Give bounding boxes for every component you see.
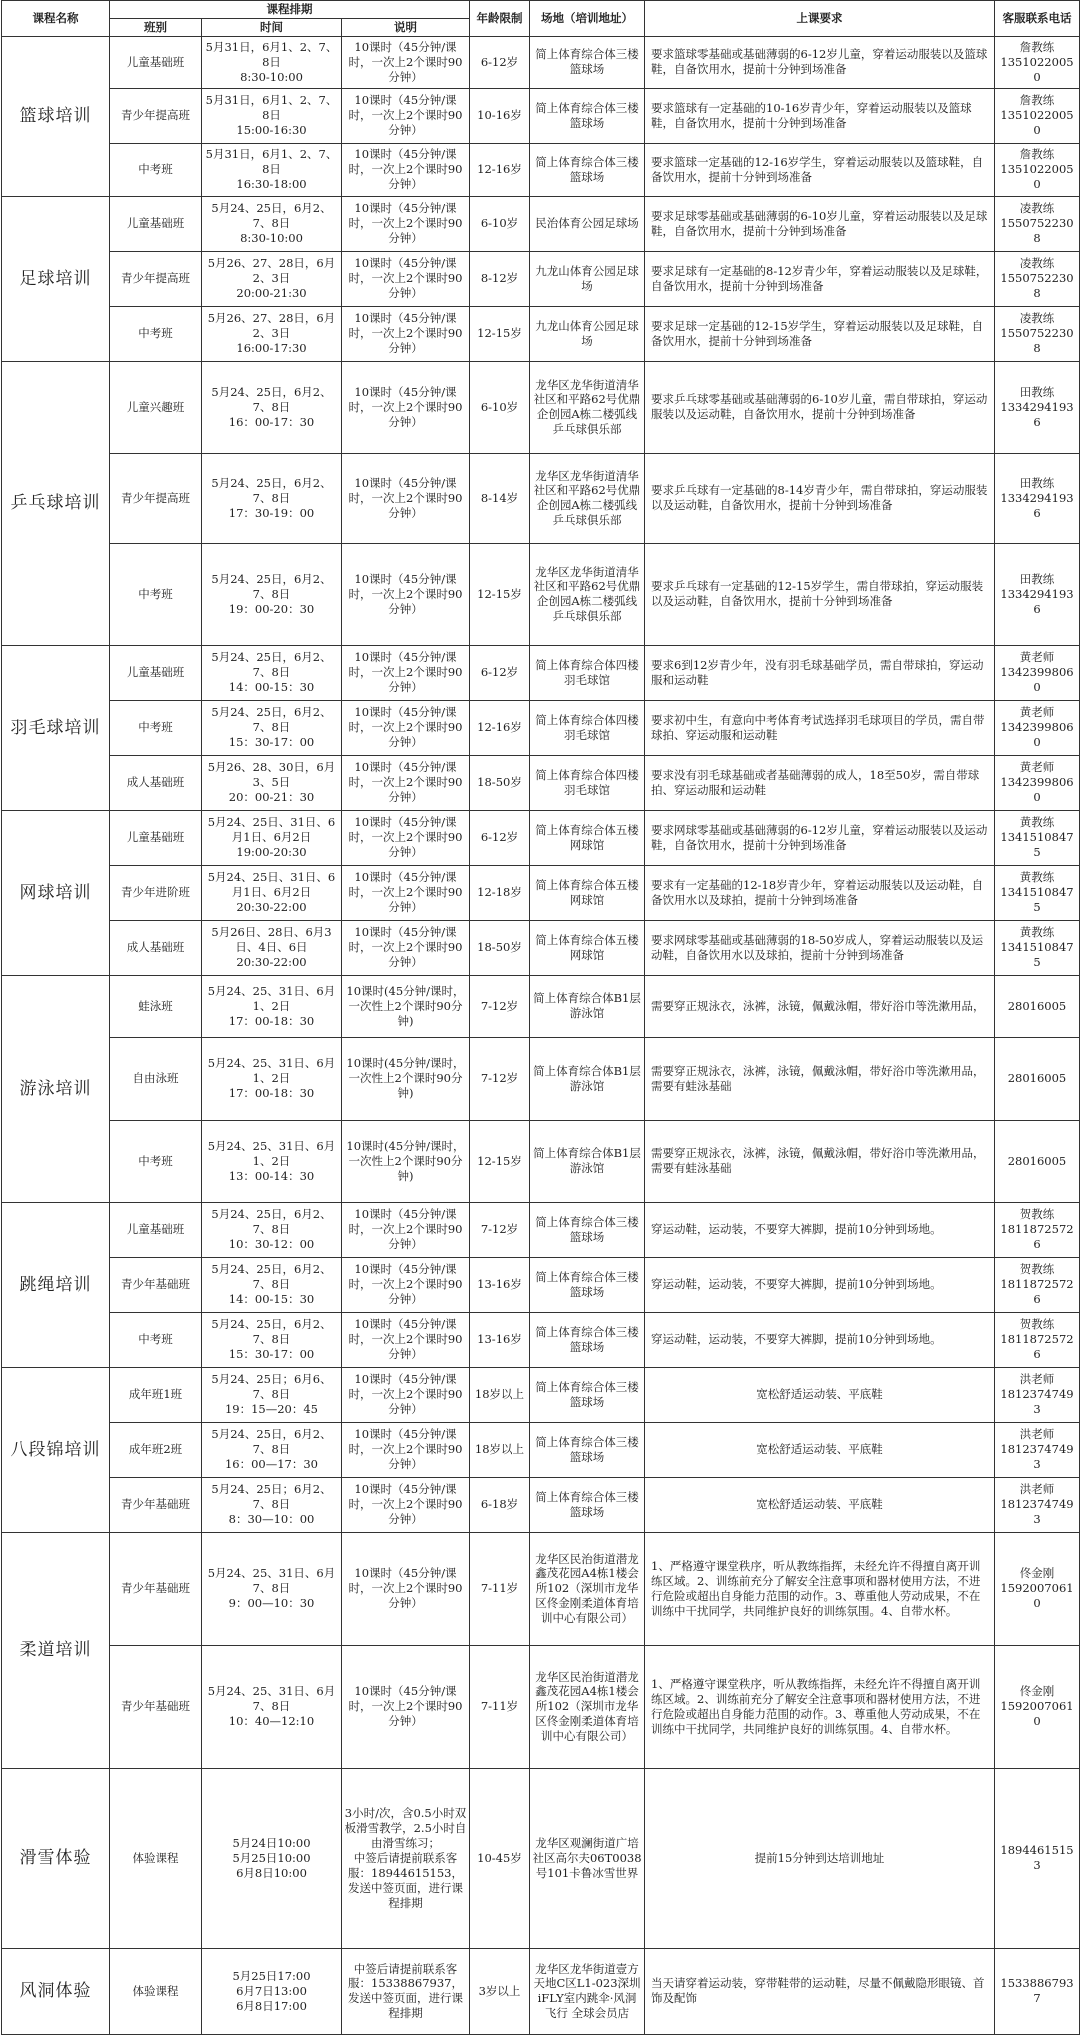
contact-phone-cell: 洪老师 18123747493 xyxy=(995,1367,1080,1422)
class-type-cell: 青少年基础班 xyxy=(110,1532,202,1645)
class-type-cell: 成人基础班 xyxy=(110,920,202,975)
requirements-cell: 要求网球零基础或基础薄弱的6-12岁儿童，穿着运动服装以及运动鞋，自备饮用水，提前十分钟到场准备 xyxy=(645,810,995,865)
time-cell: 5月24、25日，6月2、7、8日 8:30-10:00 xyxy=(202,196,342,251)
requirements-cell: 宽松舒适运动装、平底鞋 xyxy=(645,1477,995,1532)
age-limit-cell: 6-12岁 xyxy=(470,645,530,700)
contact-phone-cell: 詹教练 13510220050 xyxy=(995,88,1080,143)
time-cell: 5月24、25、31日、6月1、2日 13：00-14：30 xyxy=(202,1120,342,1202)
header-age: 年龄限制 xyxy=(470,1,530,37)
header-schedule: 课程排期 xyxy=(110,1,470,19)
venue-cell: 龙华区龙华街道壹方天地C区L1-023深圳 iFLY室内跳伞·风洞飞行 全球会员店 xyxy=(530,1948,645,2034)
note-cell: 10课时(45分钟/课时，一次性上2个课时90分钟) xyxy=(342,1120,470,1202)
table-row xyxy=(2,1948,1080,2034)
class-type-cell: 儿童基础班 xyxy=(110,810,202,865)
course-category-name: 足球培训 xyxy=(2,196,110,361)
table-row xyxy=(2,920,1080,975)
table-row xyxy=(2,543,1080,645)
time-cell: 5月25日17:00 6月7日13:00 6月8日17:00 xyxy=(202,1948,342,2034)
venue-cell: 龙华区民治街道潜龙鑫茂花园A4栋1楼会所102（深圳市龙华区佟金刚柔道体育培训中心有限公司） xyxy=(530,1532,645,1645)
table-row xyxy=(2,700,1080,755)
class-type-cell: 青少年提高班 xyxy=(110,251,202,306)
table-row xyxy=(2,755,1080,810)
requirements-cell: 需要穿正规泳衣，泳裤，泳镜，佩戴泳帽，带好浴巾等洗漱用品，需要有蛙泳基础 xyxy=(645,1037,995,1120)
note-cell: 10课时（45分钟/课时，一次上2个课时90分钟） xyxy=(342,645,470,700)
course-category-name: 篮球培训 xyxy=(2,36,110,196)
age-limit-cell: 7-12岁 xyxy=(470,1037,530,1120)
age-limit-cell: 18岁以上 xyxy=(470,1422,530,1477)
class-type-cell: 青少年基础班 xyxy=(110,1645,202,1768)
venue-cell: 简上体育综合体四楼羽毛球馆 xyxy=(530,755,645,810)
class-type-cell: 中考班 xyxy=(110,143,202,196)
contact-phone-cell: 田教练 13342941936 xyxy=(995,453,1080,543)
contact-phone-cell: 佟金刚 15920070610 xyxy=(995,1645,1080,1768)
venue-cell: 简上体育综合体五楼网球馆 xyxy=(530,810,645,865)
age-limit-cell: 13-16岁 xyxy=(470,1257,530,1312)
age-limit-cell: 6-18岁 xyxy=(470,1477,530,1532)
requirements-cell: 要求乒乓球零基础或基础薄弱的6-10岁儿童，需自带球拍，穿运动服装以及运动鞋，自备饮用水，提前十分钟到场准备 xyxy=(645,361,995,453)
time-cell: 5月24、25日；6月2、7、8日 8：30—10：00 xyxy=(202,1477,342,1532)
age-limit-cell: 6-10岁 xyxy=(470,361,530,453)
contact-phone-cell: 凌教练 15507522308 xyxy=(995,306,1080,361)
time-cell: 5月24、25日，6月2、7、8日 17：30-19：00 xyxy=(202,453,342,543)
note-cell: 中签后请提前联系客服：15338867937，发送中签页面，进行课程排期 xyxy=(342,1948,470,2034)
contact-phone-cell: 黄教练 13415108475 xyxy=(995,865,1080,920)
requirements-cell: 要求篮球有一定基础的10-16岁青少年，穿着运动服装以及篮球鞋，自备饮用水，提前十分钟到场准备 xyxy=(645,88,995,143)
header-venue: 场地（培训地址） xyxy=(530,1,645,37)
note-cell: 10课时（45分钟/课时，一次上2个课时90分钟） xyxy=(342,1367,470,1422)
time-cell: 5月24、25、31日、6月1、2日 17：00-18：30 xyxy=(202,975,342,1037)
contact-phone-cell: 贺教练 18118725726 xyxy=(995,1257,1080,1312)
note-cell: 10课时（45分钟/课时，一次上2个课时90分钟） xyxy=(342,1257,470,1312)
contact-phone-cell: 詹教练 13510220050 xyxy=(995,36,1080,88)
course-rows xyxy=(2,36,1080,2034)
time-cell: 5月24、25日，6月2、7、8日 15：30-17：00 xyxy=(202,700,342,755)
class-type-cell: 青少年基础班 xyxy=(110,1257,202,1312)
class-type-cell: 青少年基础班 xyxy=(110,1477,202,1532)
venue-cell: 简上体育综合体三楼篮球场 xyxy=(530,1422,645,1477)
age-limit-cell: 7-11岁 xyxy=(470,1532,530,1645)
class-type-cell: 儿童基础班 xyxy=(110,196,202,251)
age-limit-cell: 12-16岁 xyxy=(470,143,530,196)
venue-cell: 简上体育综合体三楼篮球场 xyxy=(530,1202,645,1257)
requirements-cell: 需要穿正规泳衣，泳裤，泳镜，佩戴泳帽，带好浴巾等洗漱用品，需要有蛙泳基础 xyxy=(645,1120,995,1202)
age-limit-cell: 12-15岁 xyxy=(470,1120,530,1202)
note-cell: 10课时（45分钟/课时，一次上2个课时90分钟） xyxy=(342,700,470,755)
requirements-cell: 当天请穿着运动装，穿带鞋带的运动鞋，尽量不佩戴隐形眼镜、首饰及配饰 xyxy=(645,1948,995,2034)
venue-cell: 龙华区龙华街道清华社区和平路62号优鼎企创园A栋二楼弧线乒乓球俱乐部 xyxy=(530,543,645,645)
note-cell: 10课时（45分钟/课时，一次上2个课时90分钟） xyxy=(342,1422,470,1477)
venue-cell: 龙华区观澜街道广培社区高尔夫06T0038号101卡鲁冰雪世界 xyxy=(530,1768,645,1948)
class-type-cell: 儿童基础班 xyxy=(110,645,202,700)
table-row xyxy=(2,1422,1080,1477)
contact-phone-cell: 贺教练 18118725726 xyxy=(995,1312,1080,1367)
contact-phone-cell: 凌教练 15507522308 xyxy=(995,251,1080,306)
age-limit-cell: 18-50岁 xyxy=(470,920,530,975)
table-row xyxy=(2,1367,1080,1422)
requirements-cell: 提前15分钟到达培训地址 xyxy=(645,1768,995,1948)
venue-cell: 龙华区龙华街道清华社区和平路62号优鼎企创园A栋二楼弧线乒乓球俱乐部 xyxy=(530,361,645,453)
time-cell: 5月24、25日、31日、6月1日、6月2日 20:30-22:00 xyxy=(202,865,342,920)
contact-phone-cell: 28016005 xyxy=(995,975,1080,1037)
age-limit-cell: 18-50岁 xyxy=(470,755,530,810)
class-type-cell: 中考班 xyxy=(110,1120,202,1202)
time-cell: 5月24、25日、31日、6月1日、6月2日 19:00-20:30 xyxy=(202,810,342,865)
table-row xyxy=(2,361,1080,453)
course-schedule-table xyxy=(1,0,1080,2035)
header-requirements: 上课要求 xyxy=(645,1,995,37)
contact-phone-cell: 黄教练 13415108475 xyxy=(995,810,1080,865)
class-type-cell: 中考班 xyxy=(110,1312,202,1367)
table-row xyxy=(2,1312,1080,1367)
time-cell: 5月24、25日，6月2、7、8日 14：00-15：30 xyxy=(202,645,342,700)
contact-phone-cell: 黄老师 13423998060 xyxy=(995,755,1080,810)
table-row xyxy=(2,1037,1080,1120)
course-category-name: 跳绳培训 xyxy=(2,1202,110,1367)
header-time: 时间 xyxy=(202,18,342,36)
age-limit-cell: 12-16岁 xyxy=(470,700,530,755)
table-row xyxy=(2,453,1080,543)
contact-phone-cell: 18944615153 xyxy=(995,1768,1080,1948)
venue-cell: 简上体育综合体三楼篮球场 xyxy=(530,1477,645,1532)
contact-phone-cell: 洪老师 18123747493 xyxy=(995,1477,1080,1532)
course-category-name: 八段锦培训 xyxy=(2,1367,110,1532)
class-type-cell: 体验课程 xyxy=(110,1768,202,1948)
venue-cell: 简上体育综合体五楼网球馆 xyxy=(530,920,645,975)
age-limit-cell: 6-10岁 xyxy=(470,196,530,251)
time-cell: 5月31日，6月1、2、7、8日 16:30-18:00 xyxy=(202,143,342,196)
venue-cell: 简上体育综合体三楼篮球场 xyxy=(530,36,645,88)
note-cell: 10课时（45分钟/课时，一次上2个课时90分钟） xyxy=(342,865,470,920)
table-row xyxy=(2,1257,1080,1312)
note-cell: 10课时（45分钟/课时，一次上2个课时90分钟） xyxy=(342,1645,470,1768)
table-row xyxy=(2,196,1080,251)
course-category-name: 游泳培训 xyxy=(2,975,110,1202)
venue-cell: 简上体育综合体B1层 游泳馆 xyxy=(530,1120,645,1202)
requirements-cell: 宽松舒适运动装、平底鞋 xyxy=(645,1422,995,1477)
class-type-cell: 儿童基础班 xyxy=(110,36,202,88)
class-type-cell: 体验课程 xyxy=(110,1948,202,2034)
venue-cell: 简上体育综合体三楼篮球场 xyxy=(530,88,645,143)
note-cell: 10课时（45分钟/课时，一次上2个课时90分钟） xyxy=(342,543,470,645)
table-row xyxy=(2,1645,1080,1768)
class-type-cell: 自由泳班 xyxy=(110,1037,202,1120)
requirements-cell: 要求没有羽毛球基础或者基础薄弱的成人，18至50岁，需自带球拍、穿运动服和运动鞋 xyxy=(645,755,995,810)
course-category-name: 乒乓球培训 xyxy=(2,361,110,645)
age-limit-cell: 6-12岁 xyxy=(470,36,530,88)
note-cell: 10课时（45分钟/课时，一次上2个课时90分钟） xyxy=(342,251,470,306)
requirements-cell: 要求6到12岁青少年，没有羽毛球基础学员，需自带球拍，穿运动服和运动鞋 xyxy=(645,645,995,700)
requirements-cell: 1、严格遵守课堂秩序，听从教练指挥，未经允许不得擅自离开训练区域。2、训练前充分了解安全注意事项和器材使用方法，不进行危险或超出自身能力范围的动作。3、尊重他人劳动成果，不在训练中干扰同学，共同维护良好的训练氛围。4、自带水杯。 xyxy=(645,1645,995,1768)
age-limit-cell: 7-12岁 xyxy=(470,975,530,1037)
note-cell: 10课时（45分钟/课时，一次上2个课时90分钟） xyxy=(342,1477,470,1532)
contact-phone-cell: 佟金刚 15920070610 xyxy=(995,1532,1080,1645)
requirements-cell: 要求足球零基础或基础薄弱的6-10岁儿童，穿着运动服装以及足球鞋，自备饮用水，提前十分钟到场准备 xyxy=(645,196,995,251)
course-category-name: 滑雪体验 xyxy=(2,1768,110,1948)
requirements-cell: 要求篮球一定基础的12-16岁学生，穿着运动服装以及篮球鞋，自备饮用水，提前十分钟到场准备 xyxy=(645,143,995,196)
time-cell: 5月31日，6月1、2、7、8日 15:00-16:30 xyxy=(202,88,342,143)
table-row xyxy=(2,1120,1080,1202)
header-note: 说明 xyxy=(342,18,470,36)
course-category-name: 羽毛球培训 xyxy=(2,645,110,810)
venue-cell: 简上体育综合体三楼篮球场 xyxy=(530,143,645,196)
requirements-cell: 宽松舒适运动装、平底鞋 xyxy=(645,1367,995,1422)
note-cell: 10课时（45分钟/课时，一次上2个课时90分钟） xyxy=(342,453,470,543)
table-row xyxy=(2,1768,1080,1948)
header-contact: 客服联系电话 xyxy=(995,1,1080,37)
venue-cell: 简上体育综合体三楼篮球场 xyxy=(530,1367,645,1422)
age-limit-cell: 6-12岁 xyxy=(470,810,530,865)
note-cell: 10课时（45分钟/课时，一次上2个课时90分钟） xyxy=(342,88,470,143)
note-cell: 10课时（45分钟/课时，一次上2个课时90分钟） xyxy=(342,1202,470,1257)
class-type-cell: 儿童基础班 xyxy=(110,1202,202,1257)
time-cell: 5月26、27、28日，6月2、3日 16:00-17:30 xyxy=(202,306,342,361)
time-cell: 5月24、25日；6月6、7、8日 19：15—20：45 xyxy=(202,1367,342,1422)
contact-phone-cell: 15338867937 xyxy=(995,1948,1080,2034)
note-cell: 10课时（45分钟/课时，一次上2个课时90分钟） xyxy=(342,361,470,453)
requirements-cell: 穿运动鞋，运动装，不要穿大裤脚，提前10分钟到场地。 xyxy=(645,1257,995,1312)
class-type-cell: 青少年提高班 xyxy=(110,453,202,543)
note-cell: 10课时（45分钟/课时，一次上2个课时90分钟） xyxy=(342,306,470,361)
requirements-cell: 要求乒乓球有一定基础的12-15岁学生，需自带球拍，穿运动服装以及运动鞋，自备饮用水，提前十分钟到场准备 xyxy=(645,543,995,645)
time-cell: 5月24、25、31日、6月7、8日 9：00—10：30 xyxy=(202,1532,342,1645)
venue-cell: 简上体育综合体B1层 游泳馆 xyxy=(530,975,645,1037)
requirements-cell: 需要穿正规泳衣，泳裤，泳镜，佩戴泳帽，带好浴巾等洗漱用品， xyxy=(645,975,995,1037)
course-category-name: 网球培训 xyxy=(2,810,110,975)
table-row xyxy=(2,306,1080,361)
note-cell: 10课时（45分钟/课时，一次上2个课时90分钟） xyxy=(342,196,470,251)
time-cell: 5月26、27、28日，6月2、3日 20:00-21:30 xyxy=(202,251,342,306)
venue-cell: 简上体育综合体五楼网球馆 xyxy=(530,865,645,920)
age-limit-cell: 12-15岁 xyxy=(470,543,530,645)
time-cell: 5月24、25日，6月2、7、8日 15：30-17：00 xyxy=(202,1312,342,1367)
note-cell: 10课时（45分钟/课时，一次上2个课时90分钟） xyxy=(342,143,470,196)
note-cell: 10课时（45分钟/课时，一次上2个课时90分钟） xyxy=(342,755,470,810)
requirements-cell: 要求篮球零基础或基础薄弱的6-12岁儿童，穿着运动服装以及篮球鞋，自备饮用水，提前十分钟到场准备 xyxy=(645,36,995,88)
age-limit-cell: 8-14岁 xyxy=(470,453,530,543)
contact-phone-cell: 黄教练 13415108475 xyxy=(995,920,1080,975)
requirements-cell: 穿运动鞋，运动装，不要穿大裤脚，提前10分钟到场地。 xyxy=(645,1202,995,1257)
venue-cell: 简上体育综合体B1层 游泳馆 xyxy=(530,1037,645,1120)
note-cell: 10课时（45分钟/课时，一次上2个课时90分钟） xyxy=(342,1532,470,1645)
age-limit-cell: 10-16岁 xyxy=(470,88,530,143)
header-class-type: 班别 xyxy=(110,18,202,36)
time-cell: 5月24、25、31日、6月7、8日 10：40—12:10 xyxy=(202,1645,342,1768)
table-row xyxy=(2,251,1080,306)
table-row xyxy=(2,36,1080,88)
time-cell: 5月24、25日，6月2、7、8日 14：00-15：30 xyxy=(202,1257,342,1312)
contact-phone-cell: 28016005 xyxy=(995,1037,1080,1120)
note-cell: 10课时（45分钟/课时，一次上2个课时90分钟） xyxy=(342,36,470,88)
note-cell: 10课时(45分钟/课时，一次性上2个课时90分钟) xyxy=(342,975,470,1037)
table-row xyxy=(2,865,1080,920)
age-limit-cell: 12-15岁 xyxy=(470,306,530,361)
age-limit-cell: 7-11岁 xyxy=(470,1645,530,1768)
venue-cell: 九龙山体育公园足球场 xyxy=(530,306,645,361)
class-type-cell: 中考班 xyxy=(110,306,202,361)
class-type-cell: 青少年提高班 xyxy=(110,88,202,143)
time-cell: 5月24、25、31日、6月1、2日 17：00-18：30 xyxy=(202,1037,342,1120)
table-row xyxy=(2,1202,1080,1257)
age-limit-cell: 12-18岁 xyxy=(470,865,530,920)
requirements-cell: 要求乒乓球有一定基础的8-14岁青少年，需自带球拍，穿运动服装以及运动鞋，自备饮用水，提前十分钟到场准备 xyxy=(645,453,995,543)
table-row xyxy=(2,645,1080,700)
requirements-cell: 要求有一定基础的12-18岁青少年，穿着运动服装以及运动鞋，自备饮用水以及球拍，提前十分钟到场准备 xyxy=(645,865,995,920)
venue-cell: 龙华区民治街道潜龙鑫茂花园A4栋1楼会所102（深圳市龙华区佟金刚柔道体育培训中心有限公司） xyxy=(530,1645,645,1768)
contact-phone-cell: 田教练 13342941936 xyxy=(995,361,1080,453)
age-limit-cell: 8-12岁 xyxy=(470,251,530,306)
venue-cell: 民治体育公园足球场 xyxy=(530,196,645,251)
table-row xyxy=(2,88,1080,143)
note-cell: 3小时/次，含0.5小时双板滑雪教学，2.5小时自由滑雪练习； 中签后请提前联系客服：18944615153，发送中签页面，进行课程排期 xyxy=(342,1768,470,1948)
class-type-cell: 中考班 xyxy=(110,700,202,755)
table-row xyxy=(2,810,1080,865)
venue-cell: 简上体育综合体三楼篮球场 xyxy=(530,1257,645,1312)
table-row xyxy=(2,1477,1080,1532)
age-limit-cell: 10-45岁 xyxy=(470,1768,530,1948)
age-limit-cell: 3岁以上 xyxy=(470,1948,530,2034)
contact-phone-cell: 田教练 13342941936 xyxy=(995,543,1080,645)
time-cell: 5月26日、28日、6月3日、4日、6日 20:30-22:00 xyxy=(202,920,342,975)
note-cell: 10课时（45分钟/课时，一次上2个课时90分钟） xyxy=(342,920,470,975)
class-type-cell: 成年班1班 xyxy=(110,1367,202,1422)
venue-cell: 简上体育综合体三楼篮球场 xyxy=(530,1312,645,1367)
requirements-cell: 要求足球一定基础的12-15岁学生，穿着运动服装以及足球鞋，自备饮用水，提前十分钟到场准备 xyxy=(645,306,995,361)
class-type-cell: 成年班2班 xyxy=(110,1422,202,1477)
requirements-cell: 要求网球零基础或基础薄弱的18-50岁成人，穿着运动服装以及运动鞋，自备饮用水以及球拍，提前十分钟到场准备 xyxy=(645,920,995,975)
contact-phone-cell: 詹教练 13510220050 xyxy=(995,143,1080,196)
note-cell: 10课时(45分钟/课时，一次性上2个课时90分钟) xyxy=(342,1037,470,1120)
age-limit-cell: 13-16岁 xyxy=(470,1312,530,1367)
venue-cell: 简上体育综合体四楼羽毛球馆 xyxy=(530,700,645,755)
venue-cell: 龙华区龙华街道清华社区和平路62号优鼎企创园A栋二楼弧线乒乓球俱乐部 xyxy=(530,453,645,543)
age-limit-cell: 18岁以上 xyxy=(470,1367,530,1422)
table-row xyxy=(2,1532,1080,1645)
time-cell: 5月24、25日，6月2、7、8日 16：00—17：30 xyxy=(202,1422,342,1477)
time-cell: 5月26、28、30日，6月3、5日 20：00-21：30 xyxy=(202,755,342,810)
class-type-cell: 蛙泳班 xyxy=(110,975,202,1037)
table-row xyxy=(2,975,1080,1037)
class-type-cell: 成人基础班 xyxy=(110,755,202,810)
time-cell: 5月31日，6月1、2、7、8日 8:30-10:00 xyxy=(202,36,342,88)
time-cell: 5月24、25日，6月2、7、8日 19：00-20：30 xyxy=(202,543,342,645)
age-limit-cell: 7-12岁 xyxy=(470,1202,530,1257)
course-category-name: 柔道培训 xyxy=(2,1532,110,1768)
table-row xyxy=(2,143,1080,196)
contact-phone-cell: 黄老师 13423998060 xyxy=(995,645,1080,700)
contact-phone-cell: 凌教练 15507522308 xyxy=(995,196,1080,251)
venue-cell: 九龙山体育公园足球场 xyxy=(530,251,645,306)
course-category-name: 风洞体验 xyxy=(2,1948,110,2034)
requirements-cell: 穿运动鞋，运动装，不要穿大裤脚，提前10分钟到场地。 xyxy=(645,1312,995,1367)
header-course-name: 课程名称 xyxy=(2,1,110,37)
time-cell: 5月24、25日，6月2、7、8日 16：00-17：30 xyxy=(202,361,342,453)
class-type-cell: 中考班 xyxy=(110,543,202,645)
time-cell: 5月24日10:00 5月25日10:00 6月8日10:00 xyxy=(202,1768,342,1948)
contact-phone-cell: 洪老师 18123747493 xyxy=(995,1422,1080,1477)
contact-phone-cell: 贺教练 18118725726 xyxy=(995,1202,1080,1257)
requirements-cell: 要求足球有一定基础的8-12岁青少年，穿着运动服装以及足球鞋，自备饮用水，提前十分钟到场准备 xyxy=(645,251,995,306)
note-cell: 10课时（45分钟/课时，一次上2个课时90分钟） xyxy=(342,810,470,865)
contact-phone-cell: 28016005 xyxy=(995,1120,1080,1202)
requirements-cell: 1、严格遵守课堂秩序，听从教练指挥，未经允许不得擅自离开训练区域。2、训练前充分了解安全注意事项和器材使用方法，不进行危险或超出自身能力范围的动作。3、尊重他人劳动成果，不在训练中干扰同学，共同维护良好的训练氛围。4、自带水杯。 xyxy=(645,1532,995,1645)
venue-cell: 简上体育综合体四楼羽毛球馆 xyxy=(530,645,645,700)
note-cell: 10课时（45分钟/课时，一次上2个课时90分钟） xyxy=(342,1312,470,1367)
requirements-cell: 要求初中生，有意向中考体育考试选择羽毛球项目的学员，需自带球拍、穿运动服和运动鞋 xyxy=(645,700,995,755)
class-type-cell: 儿童兴趣班 xyxy=(110,361,202,453)
contact-phone-cell: 黄老师 13423998060 xyxy=(995,700,1080,755)
time-cell: 5月24、25日，6月2、7、8日 10：30-12：00 xyxy=(202,1202,342,1257)
class-type-cell: 青少年进阶班 xyxy=(110,865,202,920)
